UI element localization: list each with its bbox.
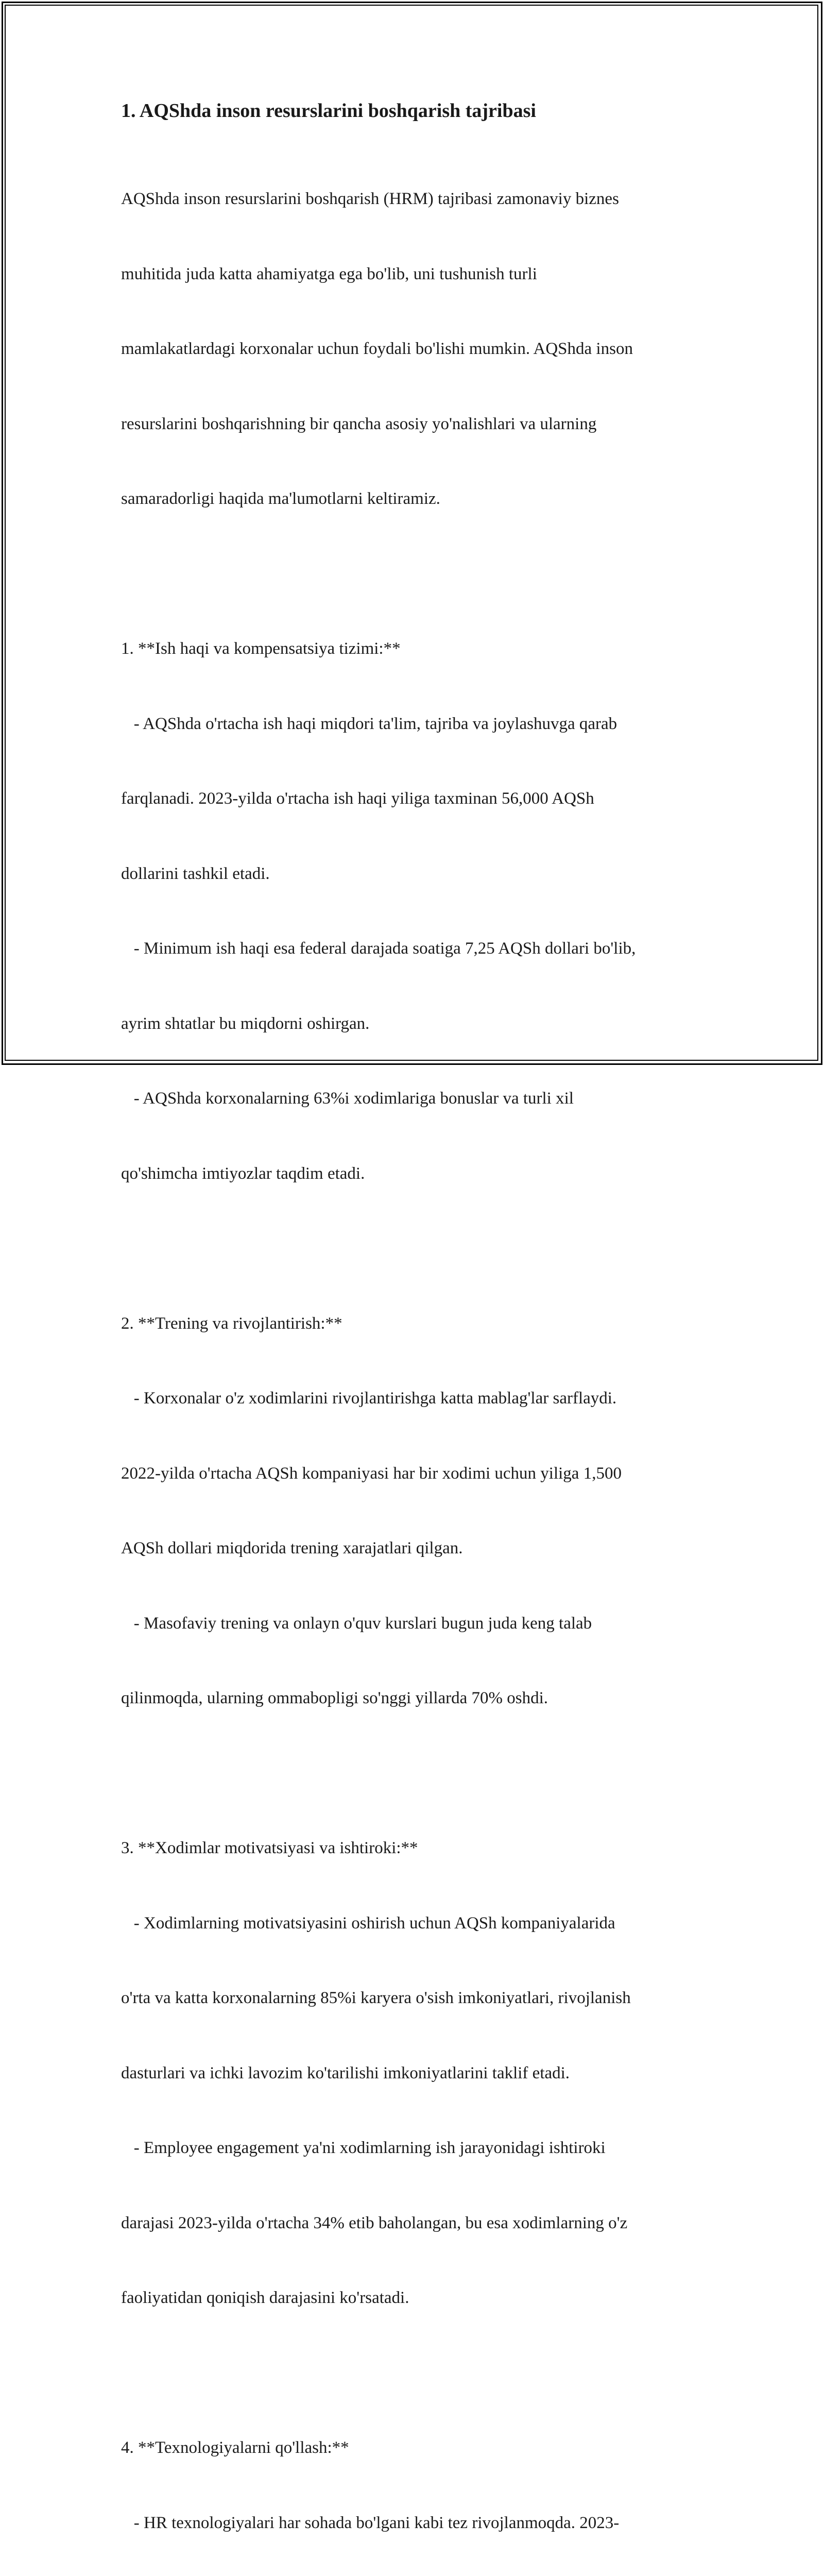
- section-heading: 3. **Xodimlar motivatsiyasi va ishtiroki:**: [121, 1839, 418, 1857]
- section-line: darajasi 2023-yilda o'rtacha 34% etib baholangan, bu esa xodimlarning o'z: [121, 2213, 628, 2232]
- intro-line: samaradorligi haqida ma'lumotlarni keltiramiz.: [121, 489, 440, 508]
- section-line: 2022-yilda o'rtacha AQSh kompaniyasi har bir xodimi uchun yiliga 1,500: [121, 1464, 622, 1483]
- section-line: ayrim shtatlar bu miqdorni oshirgan.: [121, 1014, 370, 1033]
- paragraph-gap: [121, 2361, 703, 2386]
- section-heading: 4. **Texnologiyalarni qo'llash:**: [121, 2438, 349, 2457]
- section-line: - Xodimlarning motivatsiyasini oshirish uchun AQSh kompaniyalarida: [121, 1913, 615, 1933]
- section-line: - Masofaviy trening va onlayn o'quv kurslari bugun juda keng talab: [121, 1614, 592, 1633]
- section-line: qilinmoqda, ularning ommabopligi so'nggi yillarda 70% oshdi.: [121, 1689, 548, 1707]
- section-heading: 2. **Trening va rivojlantirish:**: [121, 1314, 342, 1333]
- intro-line: muhitida juda katta ahamiyatga ega bo'lib, uni tushunish turli: [121, 264, 537, 283]
- section-motivation: [121, 1786, 703, 2361]
- paragraph-gap: [121, 562, 703, 587]
- section-line: - AQShda o'rtacha ish haqi miqdori ta'lim, tajriba va joylashuvga qarab: [121, 714, 617, 733]
- section-line: dollarini tashkil etadi.: [121, 864, 270, 883]
- intro-line: resurslarini boshqarishning bir qancha asosiy yo'nalishlari va ularning: [121, 414, 597, 433]
- section-heading: 1. **Ish haqi va kompensatsiya tizimi:**: [121, 639, 401, 658]
- section-line: qo'shimcha imtiyozlar taqdim etadi.: [121, 1164, 365, 1183]
- intro-paragraph: [121, 137, 703, 562]
- section-line: - Korxonalar o'z xodimlarini rivojlantirishga katta mablag'lar sarflaydi.: [121, 1389, 617, 1408]
- document-body: [121, 98, 703, 2576]
- intro-line: mamlakatlardagi korxonalar uchun foydali bo'lishi mumkin. AQShda inson: [121, 340, 633, 358]
- section-line: - HR texnologiyalari har sohada bo'lgani kabi tez rivojlanmoqda. 2023-: [121, 2513, 620, 2532]
- intro-line: AQShda inson resurslarini boshqarish (HRM) tajribasi zamonaviy biznes: [121, 190, 619, 208]
- section-line: dasturlari va ichki lavozim ko'tarilishi imkoniyatlarini taklif etadi.: [121, 2063, 570, 2082]
- section-salary: [121, 586, 703, 1236]
- section-line: - Employee engagement ya'ni xodimlarning ish jarayonidagi ishtiroki: [121, 2139, 606, 2157]
- section-line: AQSh dollari miqdorida trening xarajatlari qilgan.: [121, 1539, 463, 1557]
- section-line: farqlanadi. 2023-yilda o'rtacha ish haqi yiliga taxminan 56,000 AQSh: [121, 789, 594, 808]
- section-technology: [121, 2385, 703, 2576]
- section-line: faoliyatidan qoniqish darajasini ko'rsatadi.: [121, 2289, 409, 2307]
- section-training: [121, 1261, 703, 1761]
- paragraph-gap: [121, 1236, 703, 1261]
- section-line: - Minimum ish haqi esa federal darajada soatiga 7,25 AQSh dollari bo'lib,: [121, 939, 636, 958]
- section-line: o'rta va katta korxonalarning 85%i karyera o'sish imkoniyatlari, rivojlanish: [121, 1989, 631, 2007]
- paragraph-gap: [121, 1761, 703, 1786]
- document-title: 1. AQShda inson resurslarini boshqarish tajribasi: [121, 100, 536, 122]
- section-line: - AQShda korxonalarning 63%i xodimlariga bonuslar va turli xil: [121, 1089, 574, 1108]
